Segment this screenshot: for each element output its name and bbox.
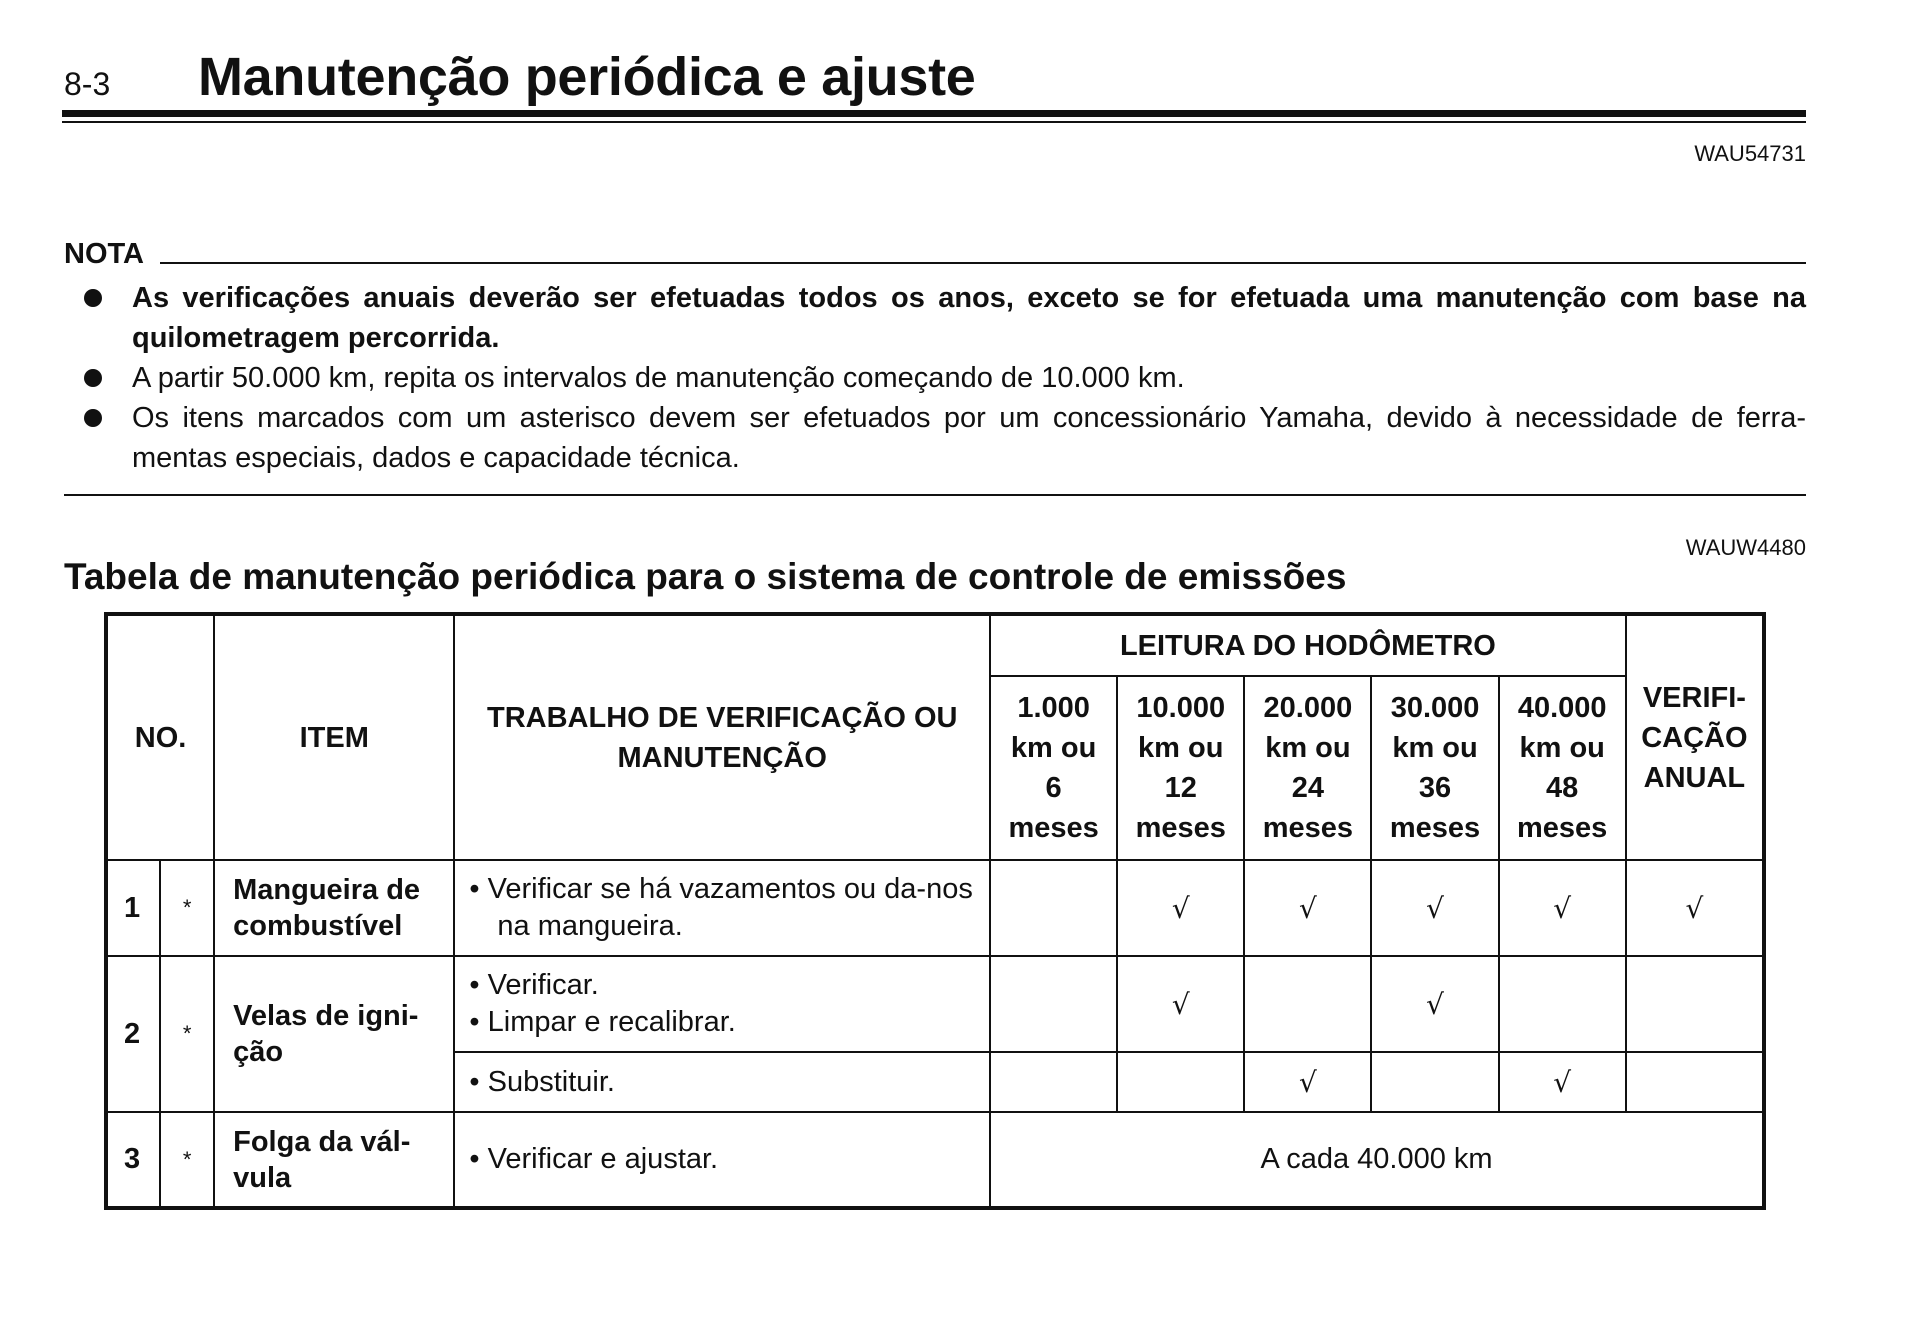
check-cell xyxy=(1117,860,1244,956)
check-mark-icon: √ xyxy=(1298,891,1317,925)
interval-months: 6 xyxy=(1045,772,1062,804)
check-cell xyxy=(1626,860,1764,956)
interval-months: 48 xyxy=(1546,772,1579,804)
header-item: ITEM xyxy=(214,614,454,860)
check-cell xyxy=(1499,956,1626,1052)
header-odometer: LEITURA DO HODÔMETRO xyxy=(990,614,1626,676)
interval-unit: km ou xyxy=(1519,732,1605,764)
page-title: Manutenção periódica e ajuste xyxy=(198,47,976,107)
check-cell xyxy=(1499,860,1626,956)
table-row xyxy=(106,860,1764,956)
note-item xyxy=(64,358,1806,398)
interval-km: 20.000 xyxy=(1263,692,1353,724)
check-mark-icon: √ xyxy=(1553,891,1572,925)
interval-months-label: meses xyxy=(1008,812,1099,844)
asterisk-marker: * xyxy=(160,1112,214,1208)
work-line: • Verificar. xyxy=(469,969,599,1001)
check-cell xyxy=(1371,1052,1498,1112)
asterisk-marker: * xyxy=(160,860,214,956)
header-annual-line: ANUAL xyxy=(1643,761,1746,794)
interval-unit: km ou xyxy=(1265,732,1351,764)
check-cell xyxy=(1244,860,1371,956)
check-cell xyxy=(990,956,1117,1052)
header-interval xyxy=(1371,676,1498,860)
interval-months: 24 xyxy=(1291,772,1325,804)
check-cell xyxy=(1244,956,1371,1052)
row-item: Folga da vál-vula xyxy=(214,1112,454,1208)
interval-unit: km ou xyxy=(1010,732,1097,764)
section-title: Tabela de manutenção periódica para o sistema de controle de emissões xyxy=(64,556,1347,597)
header-rule-thick xyxy=(62,110,1806,117)
page-number: 8-3 xyxy=(64,66,111,102)
interval-unit: km ou xyxy=(1138,732,1224,764)
note-reference-code: WAU54731 xyxy=(1694,141,1806,166)
work-line: • Substituir. xyxy=(469,1065,615,1098)
header-annual xyxy=(1626,614,1764,860)
note-item-text: Os itens marcados com um asterisco devem ser efetuados por um concessionário Yamaha, devido à necessidade de ferra-mentas especiais, dados e capacidade técnica. xyxy=(132,402,1806,474)
interval-km: 1.000 xyxy=(1017,692,1090,724)
interval-months-label: meses xyxy=(1262,812,1354,844)
table-row xyxy=(106,956,1764,1052)
interval-months-label: meses xyxy=(1135,812,1226,844)
work-line: • Limpar e recalibrar. xyxy=(469,1006,736,1038)
bullet-icon xyxy=(84,409,102,427)
table-reference-code: WAUW4480 xyxy=(1685,535,1806,560)
work-line: • Verificar se há vazamentos ou da-nos na mangueira. xyxy=(469,873,973,942)
interval-km: 30.000 xyxy=(1390,692,1480,724)
note-top-rule xyxy=(160,262,1806,264)
row-number: 1 xyxy=(106,860,160,956)
check-cell xyxy=(1371,956,1498,1052)
table-header-row xyxy=(106,614,1764,676)
row-work xyxy=(454,860,990,956)
check-cell xyxy=(1626,956,1764,1052)
check-mark-icon: √ xyxy=(1298,1065,1317,1099)
row-item: Velas de igni-ção xyxy=(214,956,454,1112)
header-interval xyxy=(1244,676,1371,860)
bullet-icon xyxy=(84,289,102,307)
header-interval xyxy=(1499,676,1626,860)
check-cell xyxy=(1626,1052,1764,1112)
row-number: 2 xyxy=(106,956,160,1112)
header-no: NO. xyxy=(106,614,214,860)
check-cell xyxy=(1117,1052,1244,1112)
check-mark-icon: √ xyxy=(1426,987,1444,1021)
interval-months-label: meses xyxy=(1389,812,1481,844)
note-item-text: A partir 50.000 km, repita os intervalos de manutenção começando de 10.000 km. xyxy=(132,362,1185,394)
asterisk-marker: * xyxy=(160,956,214,1112)
row-number: 3 xyxy=(106,1112,160,1208)
note-list xyxy=(64,278,1806,478)
maintenance-table xyxy=(104,612,1766,1210)
header-annual-line: VERIFI- xyxy=(1642,681,1746,714)
check-cell xyxy=(990,1052,1117,1112)
check-mark-icon: √ xyxy=(1171,987,1190,1021)
check-mark-icon: √ xyxy=(1426,891,1444,925)
interval-note: A cada 40.000 km xyxy=(990,1112,1764,1208)
interval-months: 12 xyxy=(1164,772,1197,804)
check-cell xyxy=(1117,956,1244,1052)
note-item xyxy=(64,398,1806,478)
note-item xyxy=(64,278,1806,358)
interval-km: 10.000 xyxy=(1136,692,1226,724)
interval-months-label: meses xyxy=(1517,812,1608,844)
table-row xyxy=(106,1112,1764,1208)
row-work xyxy=(454,956,990,1052)
check-cell xyxy=(990,860,1117,956)
row-work xyxy=(454,1112,990,1208)
work-line: • Verificar e ajustar. xyxy=(469,1143,719,1175)
interval-months: 36 xyxy=(1418,772,1452,804)
note-bottom-rule xyxy=(64,494,1806,496)
interval-unit: km ou xyxy=(1392,732,1478,764)
check-mark-icon: √ xyxy=(1685,891,1704,925)
header-work: TRABALHO DE VERIFICAÇÃO OU MANUTENÇÃO xyxy=(454,614,990,860)
header-interval xyxy=(1117,676,1244,860)
check-cell xyxy=(1371,860,1498,956)
check-cell xyxy=(1244,1052,1371,1112)
check-cell xyxy=(1499,1052,1626,1112)
check-mark-icon: √ xyxy=(1171,891,1190,925)
row-work xyxy=(454,1052,990,1112)
interval-km: 40.000 xyxy=(1517,692,1607,724)
header-interval xyxy=(990,676,1117,860)
header-rule-thin xyxy=(62,121,1806,123)
row-item: Mangueira de combustível xyxy=(214,860,454,956)
check-mark-icon: √ xyxy=(1553,1065,1572,1099)
bullet-icon xyxy=(84,369,102,387)
note-item-text: As verificações anuais deverão ser efetuadas todos os anos, exceto se for efetuada uma manutenção com base na quilometragem percorrida. xyxy=(132,282,1806,354)
note-label: NOTA xyxy=(64,238,145,270)
header-annual-line: CAÇÃO xyxy=(1641,721,1748,754)
